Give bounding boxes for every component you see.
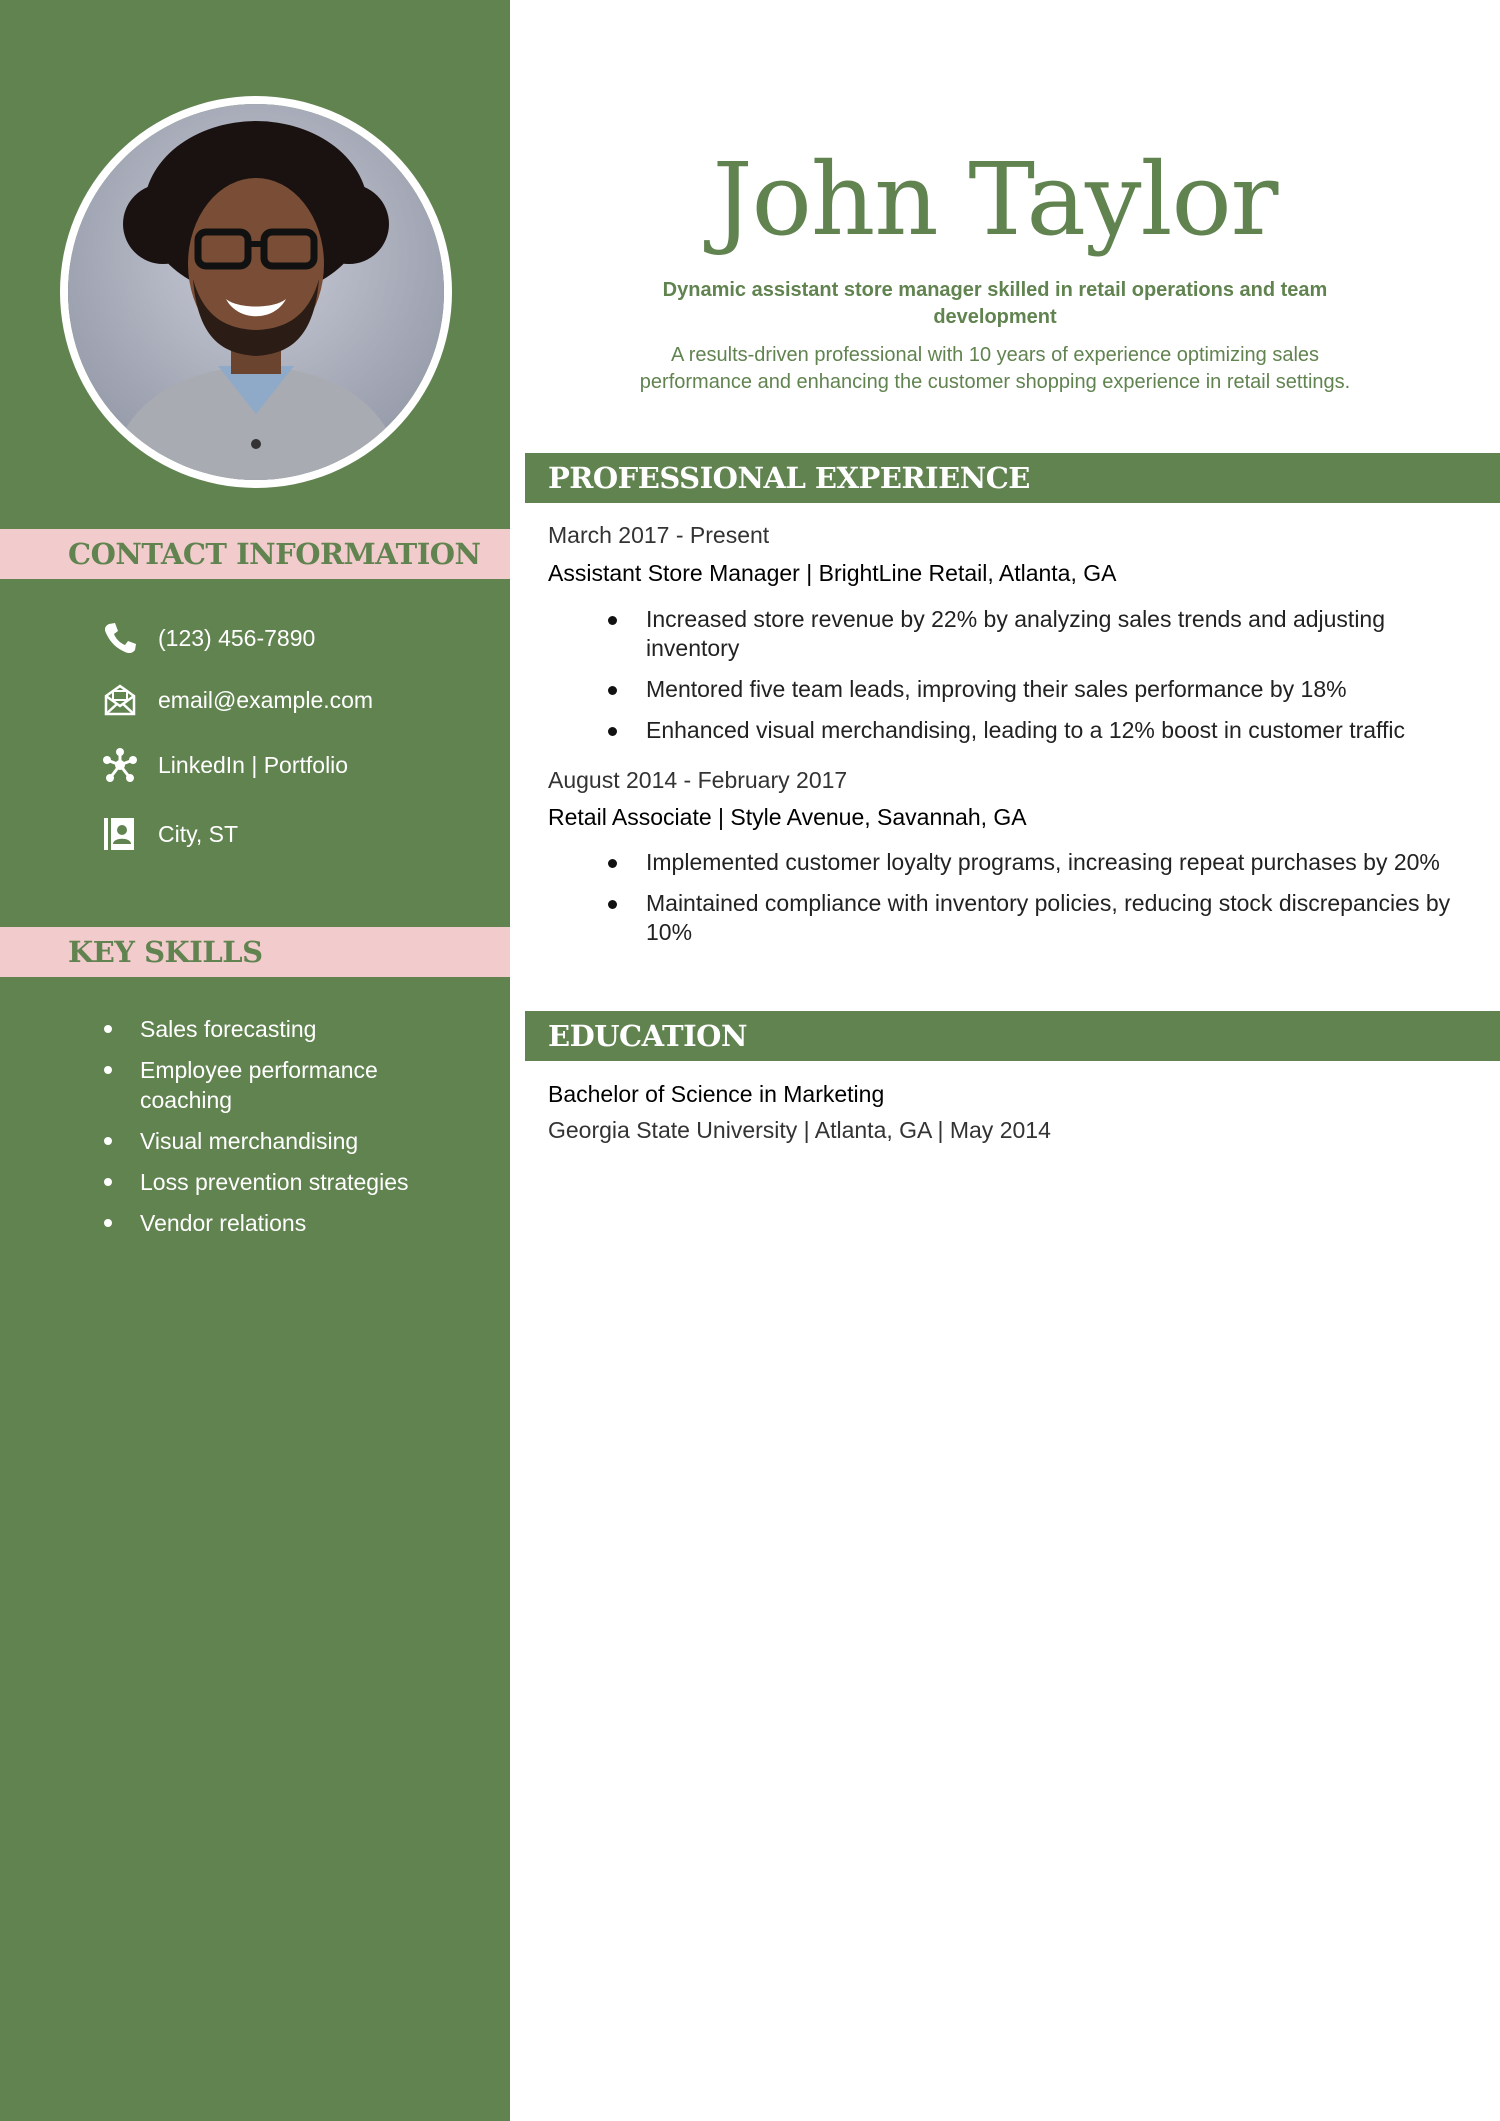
contact-phone (102, 618, 315, 658)
location-text: City, ST (158, 820, 239, 847)
contact-email (102, 680, 373, 720)
mail-icon (102, 682, 138, 718)
job-dates: August 2014 - February 2017 (548, 767, 848, 793)
skill-item: Sales forecasting (100, 1014, 460, 1044)
job-bullet: Implemented customer loyalty programs, increasing repeat purchases by 20% (600, 848, 1480, 877)
school: Georgia State University | Atlanta, GA | May 2014 (548, 1117, 1051, 1143)
job-bullets (600, 848, 1480, 959)
degree: Bachelor of Science in Marketing (548, 1081, 885, 1107)
contact-section-title: CONTACT INFORMATION (68, 537, 481, 571)
contact-location (102, 814, 238, 854)
resume-summary: A results-driven professional with 10 years of experience optimizing sales performance and enhancing the customer shopping experience in retail settings. (639, 344, 1351, 393)
phone-text: (123) 456-7890 (158, 624, 316, 651)
job-role: Assistant Store Manager | BrightLine Retail, Atlanta, GA (548, 560, 1117, 586)
resume-name: John Taylor (712, 141, 1278, 258)
job-bullets (600, 605, 1480, 757)
skill-item: Visual merchandising (100, 1126, 460, 1156)
skill-item: Employee performance coaching (100, 1055, 460, 1115)
job-role: Retail Associate | Style Avenue, Savannah, GA (548, 804, 1027, 830)
skills-section-title: KEY SKILLS (68, 935, 263, 969)
skills-section-header (0, 927, 510, 977)
skills-list (100, 1014, 460, 1249)
job-bullet: Enhanced visual merchandising, leading to a 12% boost in customer traffic (600, 716, 1480, 745)
job-bullet: Maintained compliance with inventory policies, reducing stock discrepancies by 10% (600, 889, 1480, 947)
experience-section-header (525, 453, 1500, 503)
job-bullet: Mentored five team leads, improving their sales performance by 18% (600, 675, 1480, 704)
profile-photo (68, 104, 444, 480)
skill-item: Vendor relations (100, 1208, 460, 1238)
resume-tagline: Dynamic assistant store manager skilled in retail operations and team development (662, 279, 1328, 328)
education-section-header (525, 1011, 1500, 1061)
contact-section-header (0, 529, 510, 579)
address-book-icon (102, 816, 138, 852)
phone-icon (102, 620, 138, 656)
job-dates: March 2017 - Present (548, 522, 770, 548)
links-text: LinkedIn | Portfolio (158, 751, 349, 778)
experience-section-title: PROFESSIONAL EXPERIENCE (548, 461, 1030, 495)
profile-photo-frame (60, 96, 452, 488)
job-bullet: Increased store revenue by 22% by analyzing sales trends and adjusting inventory (600, 605, 1480, 663)
network-icon (102, 747, 138, 783)
education-section-title: EDUCATION (548, 1019, 747, 1053)
sidebar (0, 0, 510, 2121)
contact-links (102, 745, 348, 785)
skill-item: Loss prevention strategies (100, 1167, 460, 1197)
email-text: email@example.com (158, 686, 374, 713)
